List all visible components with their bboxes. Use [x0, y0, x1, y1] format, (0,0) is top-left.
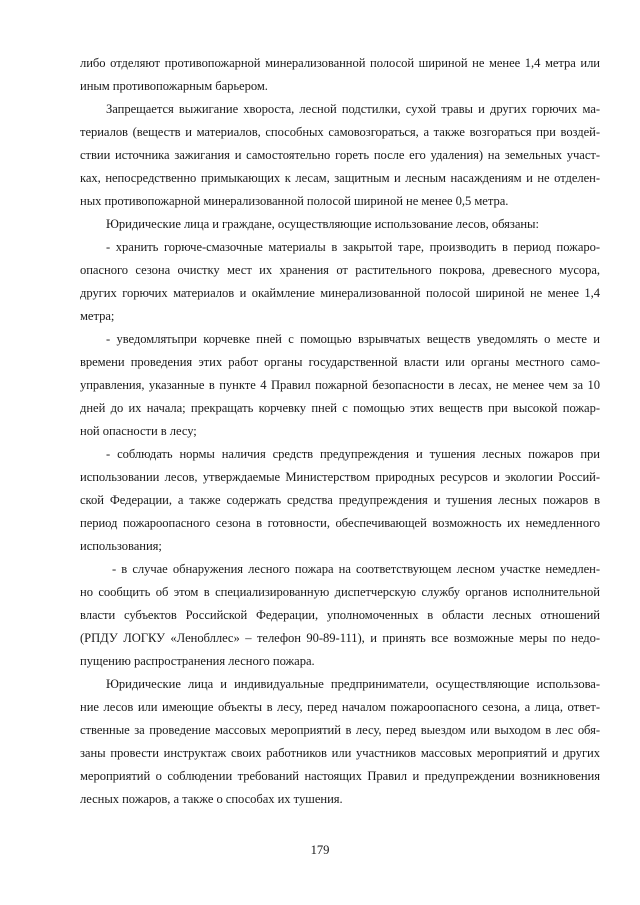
text-line: Юридические лица и индивидуальные предприниматели, осуществляющие использова-: [106, 677, 600, 691]
text-line: Запрещается выжигание хвороста, лесной подстилки, сухой травы и других горючих ма-: [106, 102, 600, 116]
text-line: иным противопожарным барьером.: [80, 79, 268, 93]
text-line: ной опасности в лесу;: [80, 424, 197, 438]
text-line: - в случае обнаружения лесного пожара на соответствующем лесном участке немедлен-: [112, 562, 600, 576]
text-line: пущению распространения лесного пожара.: [80, 654, 315, 668]
text-line: метра;: [80, 309, 115, 323]
text-line: управления, указанные в пункте 4 Правил пожарной безопасности в лесах, не менее чем за 10: [80, 378, 600, 392]
text-line: власти субъектов Российской Федерации, уполномоченных в области лесных отношений: [80, 608, 600, 622]
text-line: использования;: [80, 539, 162, 553]
text-line: териалов (веществ и материалов, способных самовозгораться, а также возгораться при воздей-: [80, 125, 600, 139]
text-line: мероприятий о соблюдении требований настоящих Правил и предупреждении возникновения: [80, 769, 600, 783]
text-line: - уведомлятьпри корчевке пней с помощью взрывчатых веществ уведомлять о месте и: [106, 332, 600, 346]
text-line: ках, непосредственно примыкающих к лесам, защитным и лесным насаждениям и не отделен-: [80, 171, 600, 185]
text-line: использовании лесов, утверждаемые Министерством природных ресурсов и экологии Россий-: [80, 470, 600, 484]
text-line: опасного сезона очистку мест их хранения от растительного покрова, древесного мусора,: [80, 263, 600, 277]
text-line: либо отделяют противопожарной минерализованной полосой шириной не менее 1,4 метра или: [80, 56, 600, 70]
text-line: ственные за проведение массовых мероприятий в лесу, перед выездом или выходом в лес обя-: [80, 723, 600, 737]
text-line: Юридические лица и граждане, осуществляющие использование лесов, обязаны:: [106, 217, 539, 231]
page-number: 179: [310, 843, 330, 857]
text-line: дней до их начала; прекращать корчевку пней с помощью этих веществ при высокой пожар-: [80, 401, 600, 415]
text-line: лесных пожаров, а также о способах их тушения.: [80, 792, 343, 806]
text-line: ской Федерации, а также содержать средства предупреждения и тушения лесных пожаров в: [80, 493, 600, 507]
text-line: период пожароопасного сезона в готовности, обеспечивающей возможность их немедленного: [80, 516, 600, 530]
text-line: ние лесов или имеющие объекты в лесу, перед началом пожароопасного сезона, а лица, ответ-: [80, 700, 600, 714]
text-line: (РПДУ ЛОГКУ «Ленобллес» – телефон 90-89-111), и принять все возможные меры по недо-: [80, 631, 600, 645]
text-line: ных противопожарной минерализованной полосой шириной не менее 0,5 метра.: [80, 194, 509, 208]
text-line: времени проведения этих работ органы государственной власти или органы местного само-: [80, 355, 600, 369]
text-line: ствии источника зажигания и самостоятельно гореть после его удаления) на земельных участ-: [80, 148, 600, 162]
text-line: - соблюдать нормы наличия средств предупреждения и тушения лесных пожаров при: [106, 447, 600, 461]
text-line: - хранить горюче-смазочные материалы в закрытой таре, производить в период пожаро-: [106, 240, 600, 254]
text-line: заны провести инструктаж своих работников или участников массовых мероприятий и других: [80, 746, 600, 760]
text-line: но сообщить об этом в специализированную диспетчерскую службу органов исполнительной: [80, 585, 600, 599]
text-line: других горючих материалов и окаймление минерализованной полосой шириной не менее 1,4: [80, 286, 600, 300]
